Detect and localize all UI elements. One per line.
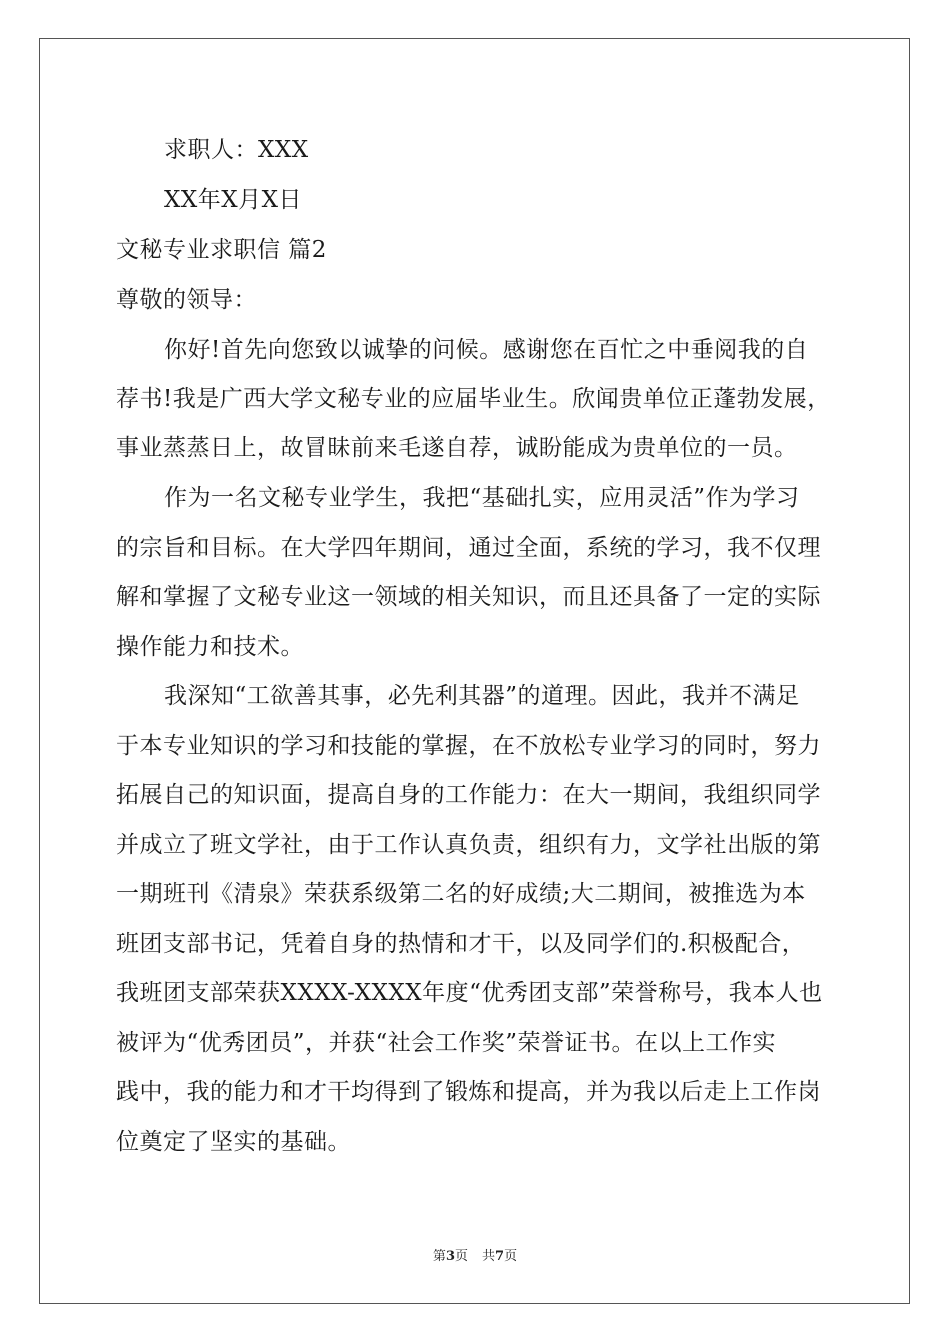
paragraph-line: 践中，我的能力和才干均得到了锻炼和提高，并为我以后走上工作岗 (116, 1079, 821, 1105)
paragraph-line: 于本专业知识的学习和技能的掌握，在不放松专业学习的同时，努力 (116, 733, 821, 759)
salutation: 尊敬的领导： (116, 287, 257, 313)
paragraph-line: 被评为“优秀团员”，并获“社会工作奖”荣誉证书。在以上工作实 (116, 1030, 777, 1056)
page-footer (0, 1248, 950, 1266)
paragraph-line: 班团支部书记，凭着自身的热情和才干，以及同学们的.积极配合， (116, 931, 806, 957)
signature-date: XX年X月X日 (164, 187, 302, 213)
paragraph-line: 一期班刊《清泉》荣获系级第二名的好成绩;大二期间，被推选为本 (116, 881, 806, 907)
paragraph-line: 位奠定了坚实的基础。 (116, 1129, 351, 1155)
paragraph-line: 作为一名文秘专业学生，我把“基础扎实，应用灵活”作为学习 (164, 485, 800, 511)
paragraph-line: 并成立了班文学社，由于工作认真负责，组织有力，文学社出版的第 (116, 832, 821, 858)
section-title: 文秘专业求职信 篇2 (116, 237, 327, 263)
paragraph-line: 拓展自己的知识面，提高自身的工作能力：在大一期间，我组织同学 (116, 782, 821, 808)
page-total: 共7页 (482, 1249, 518, 1264)
paragraph-line: 你好!首先向您致以诚挚的问候。感谢您在百忙之中垂阅我的自 (164, 337, 809, 363)
paragraph-line: 操作能力和技术。 (116, 634, 304, 660)
paragraph-line: 荐书!我是广西大学文秘专业的应届毕业生。欣闻贵单位正蓬勃发展， (116, 386, 831, 412)
page-number: 第3页 (432, 1249, 468, 1264)
signature-applicant: 求职人：XXX (164, 137, 309, 163)
page-border (39, 38, 910, 1304)
paragraph-line: 解和掌握了文秘专业这一领域的相关知识，而且还具备了一定的实际 (116, 584, 821, 610)
paragraph-line: 的宗旨和目标。在大学四年期间，通过全面，系统的学习，我不仅理 (116, 535, 821, 561)
paragraph-line: 我深知“工欲善其事，必先利其器”的道理。因此，我并不满足 (164, 683, 800, 709)
paragraph-line: 我班团支部荣获XXXX-XXXX年度“优秀团支部”荣誉称号，我本人也 (116, 980, 823, 1006)
paragraph-line: 事业蒸蒸日上，故冒昧前来毛遂自荐，诚盼能成为贵单位的一员。 (116, 435, 798, 461)
